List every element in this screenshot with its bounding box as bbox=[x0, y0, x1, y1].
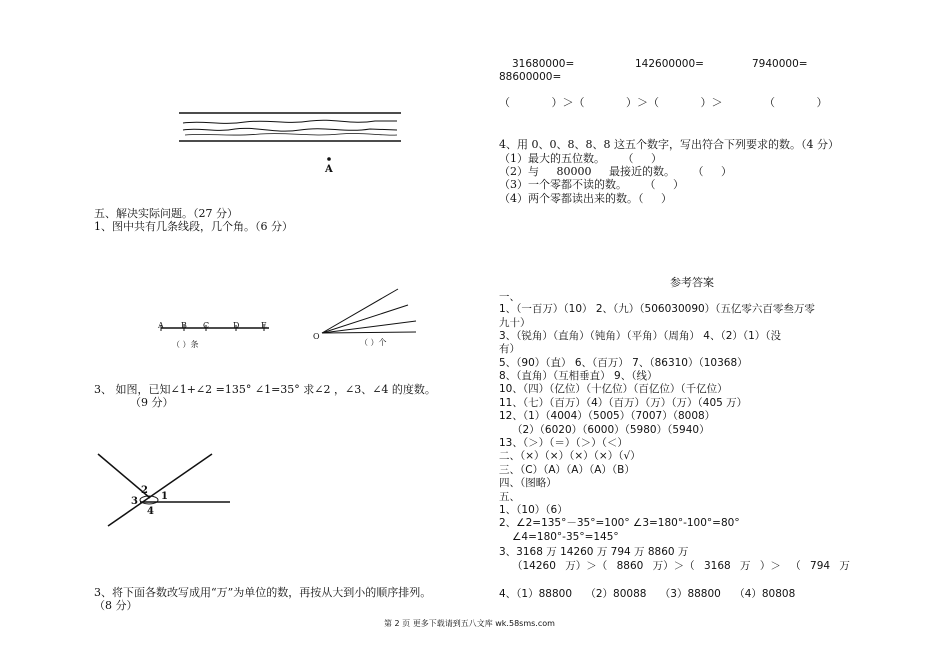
question4-item-1: （1）最大的五位数。 （ ） bbox=[499, 152, 662, 165]
angle-num-2: 2 bbox=[141, 485, 148, 496]
question3-line2: （9 分） bbox=[130, 396, 174, 409]
answer-line: 4、（1）88800 （2）80088 （3）88800 （4）80808 bbox=[499, 588, 796, 600]
convert-item-2: 142600000= bbox=[635, 58, 704, 70]
answer-line: 2、∠2=135°－35°=100° ∠3=180°-100°=80° bbox=[499, 517, 740, 529]
answer-line: 三、（C）（A）（A）（A）（B） bbox=[499, 464, 635, 476]
angle-num-1: 1 bbox=[161, 491, 168, 502]
question3b-line1: 3、将下面各数改写成用“万”为单位的数，再按从大到小的顺序排列。 bbox=[94, 586, 432, 599]
answer-line: 10、（四）（亿位）（十亿位）（百亿位）（千亿位） bbox=[499, 383, 728, 395]
answer-line: 五、 bbox=[499, 491, 520, 503]
point-a-label: A bbox=[325, 164, 333, 175]
question4-title: 4、用 0、0、8、8、8 这五个数字，写出符合下列要求的数。（4 分） bbox=[499, 138, 839, 151]
rays-figure bbox=[318, 285, 423, 340]
answer-line: ∠4=180°-35°=145° bbox=[512, 531, 619, 543]
answer-line: 九十） bbox=[499, 317, 531, 329]
angle-caption: （ ）个 bbox=[360, 338, 387, 347]
answer-line: 有） bbox=[499, 343, 520, 355]
answer-line: 3、（锐角）（直角）（钝角）（平角）（周角） 4、（2）（1）（没 bbox=[499, 330, 782, 342]
question4-item-3: （3）一个零都不读的数。 （ ） bbox=[499, 178, 684, 191]
seg-caption: （ ）条 bbox=[172, 340, 199, 349]
question4-item-4: （4）两个零都读出来的数。（ ） bbox=[499, 192, 672, 205]
seg-label-d: D bbox=[233, 321, 240, 330]
question1-text: 1、图中共有几条线段，几个角。（6 分） bbox=[94, 220, 293, 233]
answer-line: 四、（图略） bbox=[499, 477, 557, 489]
answer-line: 13、（＞）（＝）（＞）（＜） bbox=[499, 437, 628, 449]
question4-item-2: （2）与 80000 最接近的数。 （ ） bbox=[499, 165, 732, 178]
answer-key-title: 参考答案 bbox=[670, 276, 714, 289]
answer-line: 1、（一百万）（10） 2、（九）（506030090）（五亿零六百零叁万零 bbox=[499, 303, 815, 315]
seg-label-b: B bbox=[181, 321, 187, 330]
seg-label-a: A bbox=[158, 321, 164, 330]
question3b-line2: （8 分） bbox=[94, 599, 138, 612]
angle-num-4: 4 bbox=[147, 506, 154, 517]
answer-line: （2）（6020）（6000）（5980）（5940） bbox=[512, 424, 710, 436]
convert-item-3: 7940000= bbox=[752, 58, 808, 70]
point-a-dot bbox=[325, 155, 333, 163]
convert-item-4: 88600000= bbox=[499, 71, 562, 83]
answer-line: 5、（90）（直） 6、（百万） 7、（86310）（10368） bbox=[499, 357, 748, 369]
section5-title: 五、解决实际问题。（27 分） bbox=[94, 207, 238, 220]
answer-line: 8、（直角）（互相垂直） 9、（线） bbox=[499, 370, 658, 382]
angle-num-3: 3 bbox=[131, 496, 138, 507]
page-footer: 第 2 页 更多下载请到五八文库 wk.58sms.com bbox=[384, 619, 555, 628]
river-figure bbox=[175, 108, 405, 150]
angle-vertex-o: O bbox=[313, 332, 320, 341]
answer-line: 12、（1）（4004）（5005）（7007）（8008） bbox=[499, 410, 716, 422]
convert-item-1: 31680000= bbox=[512, 58, 575, 70]
answer-line: 1、（10）（6） bbox=[499, 504, 568, 516]
order-blanks: （ ）＞（ ）＞（ ）＞ （ ） bbox=[499, 96, 828, 109]
segment-figure bbox=[155, 322, 275, 336]
seg-label-c: C bbox=[203, 321, 210, 330]
seg-label-e: E bbox=[261, 321, 267, 330]
question3-line1: 3、 如图，已知∠1+∠2 =135° ∠1=35° 求∠2 ，∠3、∠4 的度数。 bbox=[94, 383, 436, 396]
answer-line: （14260 万）＞（ 8860 万）＞（ 3168 万 ）＞ （ 794 万 bbox=[512, 560, 850, 572]
answer-line: 3、3168 万 14260 万 794 万 8860 万 bbox=[499, 546, 689, 558]
answer-line: 一、 bbox=[499, 291, 520, 303]
answer-line: 11、（七）（百万）（4）（百万）（万）（万）（405 万） bbox=[499, 397, 748, 409]
answer-line: 二、（×）（×）（×）（×）（√） bbox=[499, 450, 641, 462]
